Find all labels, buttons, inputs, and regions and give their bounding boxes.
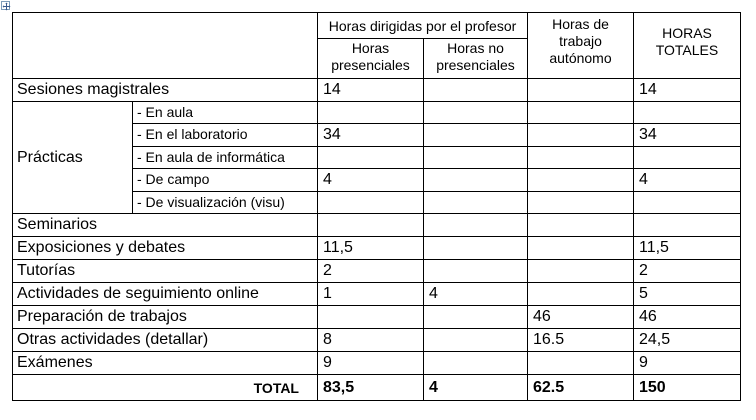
cell-total [634, 147, 741, 169]
cell-autonomo [528, 237, 634, 260]
header-autonomo: Horas de trabajo autónomo [528, 13, 634, 79]
cell-total [634, 192, 741, 214]
table-row [13, 283, 741, 306]
header-totales: HORAS TOTALES [634, 13, 741, 79]
cell-presenciales [318, 147, 424, 169]
cell-no-presenciales [424, 79, 528, 102]
cell-total: 5 [634, 283, 741, 306]
header-group-title: Horas dirigidas por el profesor [318, 13, 528, 39]
cell-total [634, 214, 741, 237]
total-autonomo: 62.5 [528, 375, 634, 401]
total-presenciales: 83,5 [318, 375, 424, 401]
cell-autonomo: 46 [528, 306, 634, 329]
row-label: Exposiciones y debates [13, 237, 318, 260]
table-row [13, 329, 741, 352]
cell-presenciales: 34 [318, 124, 424, 147]
sub-row-label: - De visualización (visu) [133, 192, 318, 214]
sub-row-label: - En aula [133, 102, 318, 124]
total-row [13, 375, 741, 401]
row-label: Preparación de trabajos [13, 306, 318, 329]
cell-presenciales: 14 [318, 79, 424, 102]
row-label: Sesiones magistrales [13, 79, 318, 102]
cell-autonomo [528, 192, 634, 214]
row-label: Exámenes [13, 352, 318, 375]
cell-total: 46 [634, 306, 741, 329]
cell-autonomo [528, 102, 634, 124]
row-label: Actividades de seguimiento online [13, 283, 318, 306]
cell-no-presenciales [424, 329, 528, 352]
cell-no-presenciales [424, 192, 528, 214]
row-label: Tutorías [13, 260, 318, 283]
cell-no-presenciales [424, 147, 528, 169]
sub-row-label: - De campo [133, 169, 318, 192]
cell-autonomo [528, 283, 634, 306]
header-no-presenciales: Horas no presenciales [424, 39, 528, 79]
cell-total [634, 102, 741, 124]
hours-table [12, 12, 741, 401]
table-row [13, 102, 741, 124]
cell-autonomo [528, 214, 634, 237]
cell-presenciales [318, 192, 424, 214]
cell-total: 34 [634, 124, 741, 147]
cell-total: 9 [634, 352, 741, 375]
cell-total: 2 [634, 260, 741, 283]
cell-no-presenciales [424, 124, 528, 147]
cell-autonomo: 16.5 [528, 329, 634, 352]
row-label: Seminarios [13, 214, 318, 237]
cell-presenciales: 9 [318, 352, 424, 375]
cell-total: 14 [634, 79, 741, 102]
table-row [13, 306, 741, 329]
cell-presenciales: 2 [318, 260, 424, 283]
cell-no-presenciales [424, 214, 528, 237]
table-row [13, 260, 741, 283]
cell-no-presenciales [424, 352, 528, 375]
cell-total: 11,5 [634, 237, 741, 260]
table-row [13, 352, 741, 375]
cell-no-presenciales [424, 237, 528, 260]
cell-presenciales: 1 [318, 283, 424, 306]
table-row [13, 79, 741, 102]
cell-no-presenciales [424, 169, 528, 192]
header-presenciales: Horas presenciales [318, 39, 424, 79]
cell-presenciales [318, 102, 424, 124]
cell-autonomo [528, 169, 634, 192]
practicas-label: Prácticas [13, 102, 133, 214]
cell-autonomo [528, 260, 634, 283]
cell-presenciales: 11,5 [318, 237, 424, 260]
cell-presenciales: 4 [318, 169, 424, 192]
table-row [13, 237, 741, 260]
cell-presenciales [318, 214, 424, 237]
cell-autonomo [528, 79, 634, 102]
total-horas: 150 [634, 375, 741, 401]
sub-row-label: - En aula de informática [133, 147, 318, 169]
table-move-handle-icon[interactable] [1, 1, 10, 10]
total-label: TOTAL [13, 375, 318, 401]
cell-presenciales: 8 [318, 329, 424, 352]
row-label: Otras actividades (detallar) [13, 329, 318, 352]
cell-presenciales [318, 306, 424, 329]
cell-autonomo [528, 124, 634, 147]
table-row [13, 214, 741, 237]
cell-no-presenciales: 4 [424, 283, 528, 306]
total-no-presenciales: 4 [424, 375, 528, 401]
cell-no-presenciales [424, 306, 528, 329]
cell-no-presenciales [424, 102, 528, 124]
cell-autonomo [528, 352, 634, 375]
cell-no-presenciales [424, 260, 528, 283]
sub-row-label: - En el laboratorio [133, 124, 318, 147]
cell-total: 24,5 [634, 329, 741, 352]
cell-total: 4 [634, 169, 741, 192]
cell-autonomo [528, 147, 634, 169]
header-blank-cell [13, 13, 318, 79]
